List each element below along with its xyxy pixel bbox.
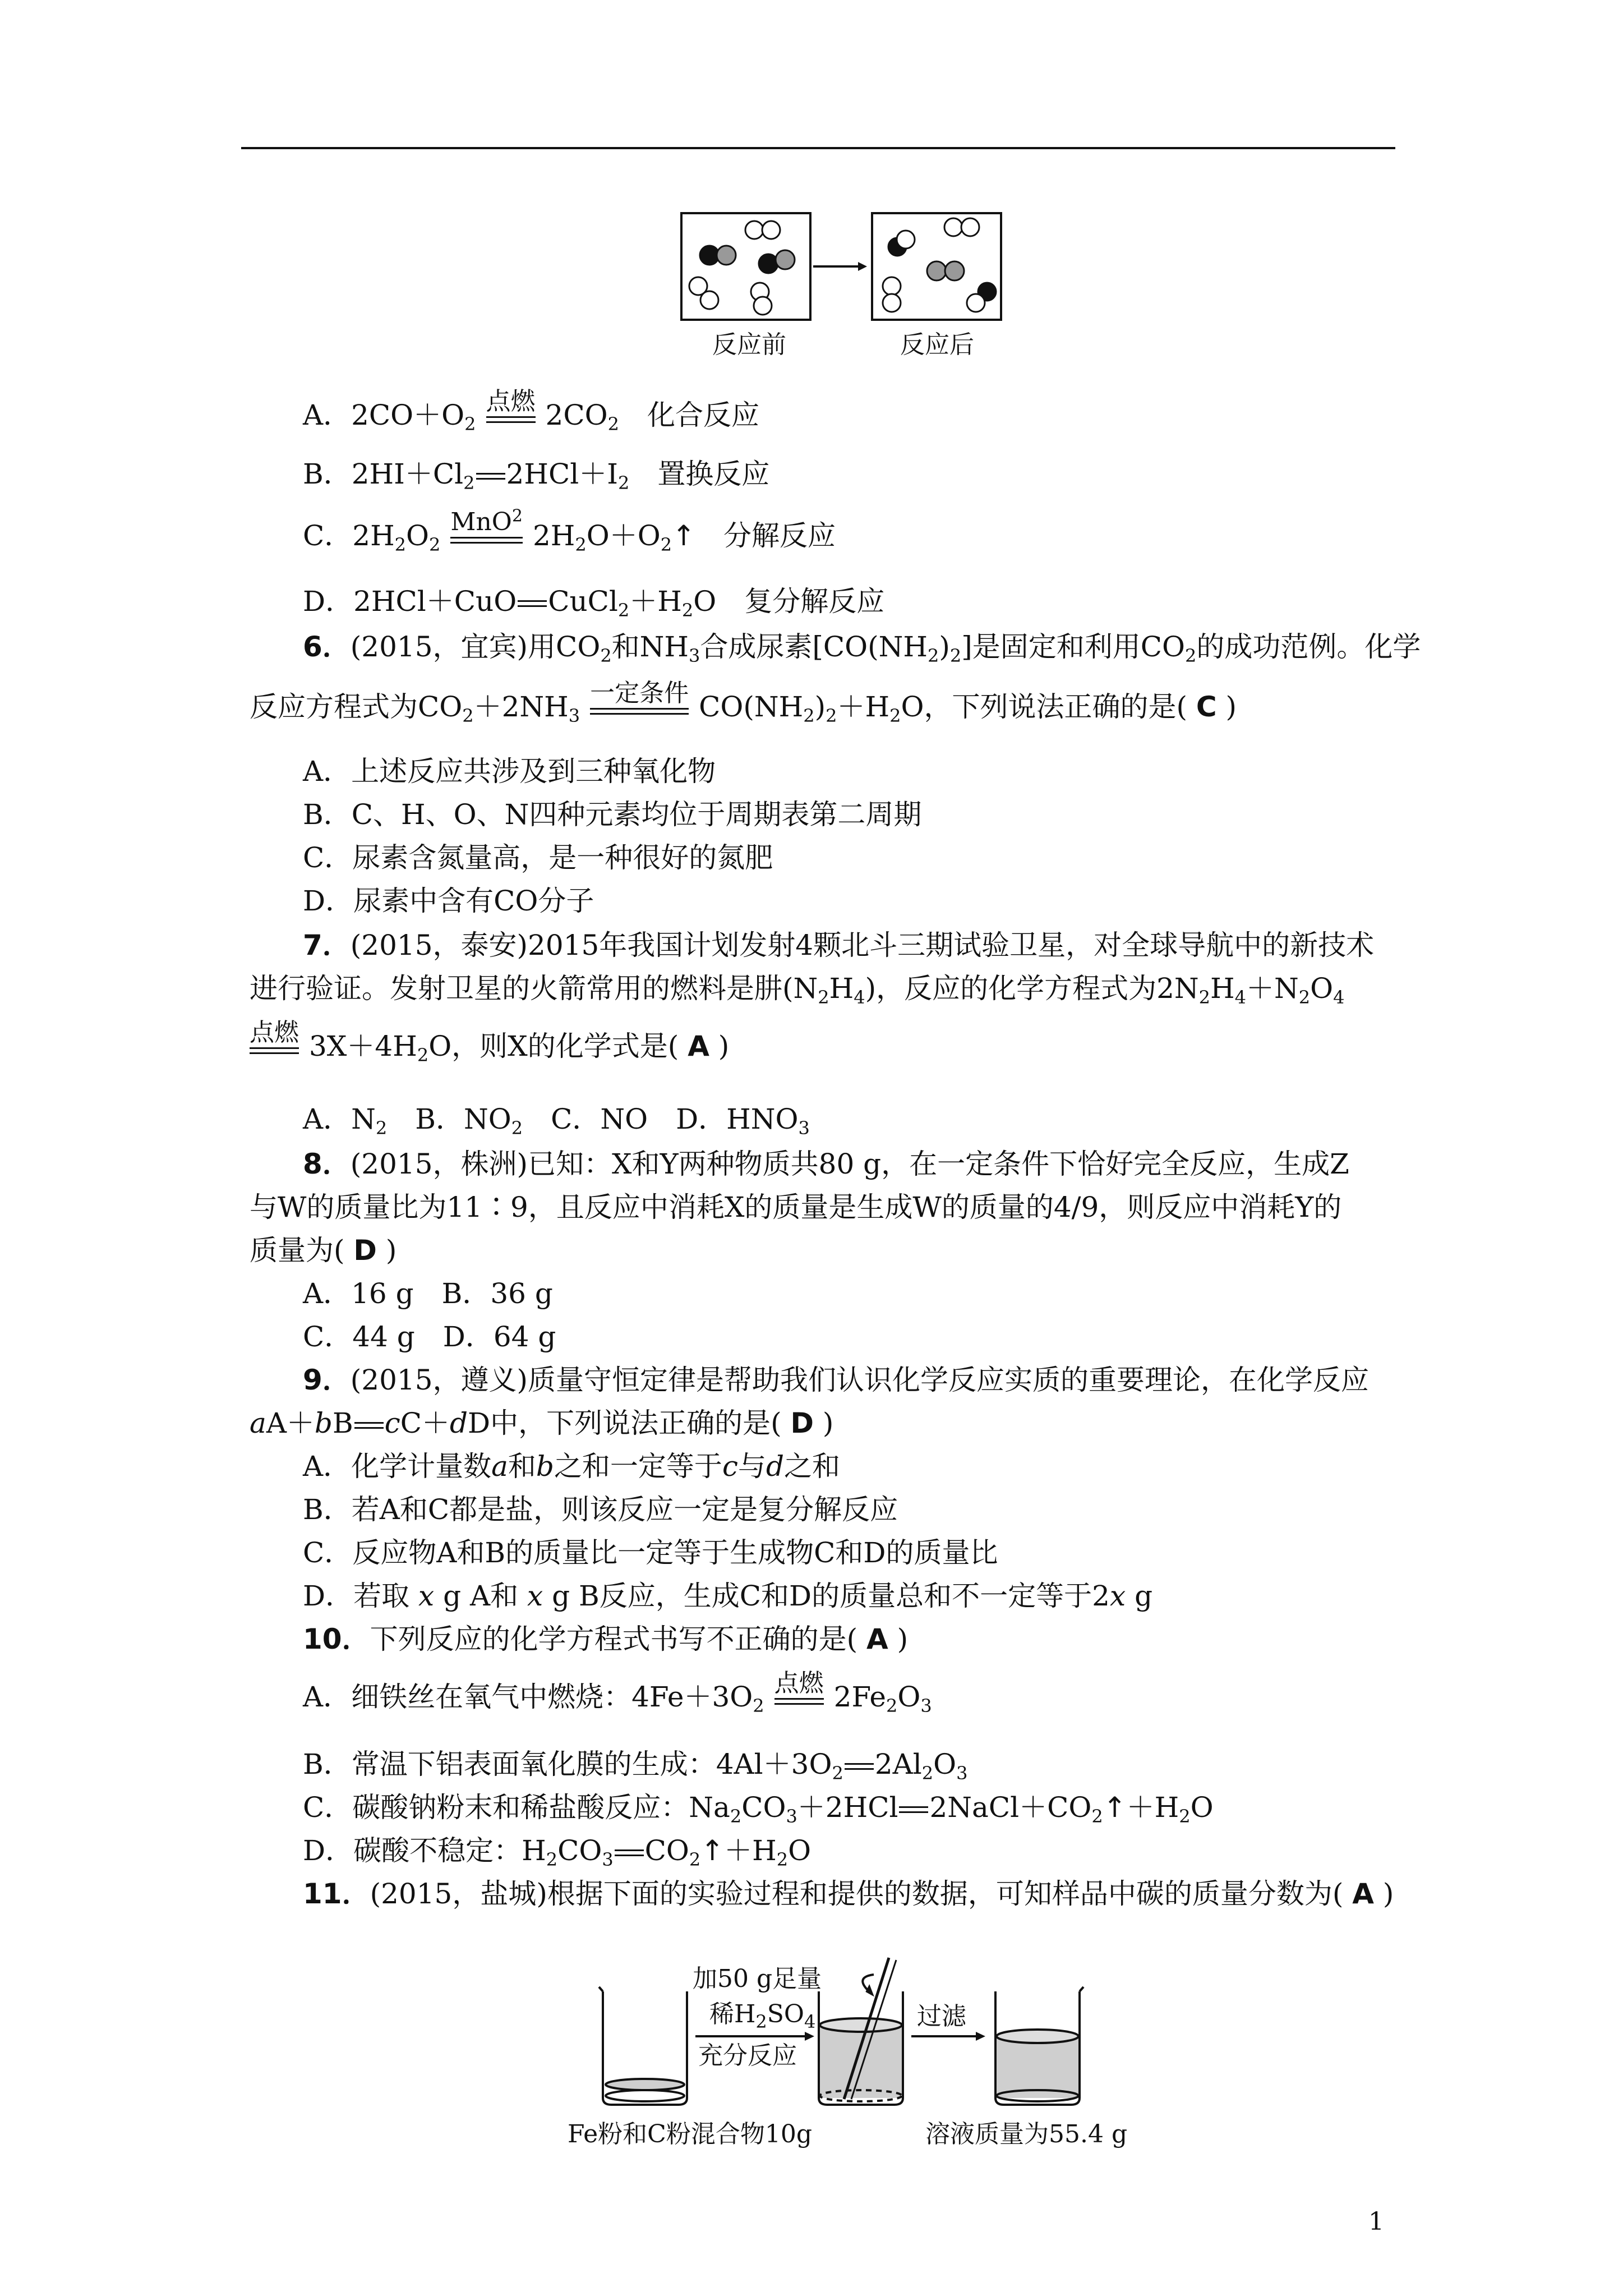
q11-stem: 11．(2015，盐城)根据下面的实验过程和提供的数据，可知样品中碳的质量分数为( A ) xyxy=(303,1878,1394,1910)
q10-stem: 10．下列反应的化学方程式书写不正确的是( A ) xyxy=(303,1623,909,1655)
q9-stem-line2: aA＋bB cC＋dD中，下列说法正确的是( D ) xyxy=(250,1407,834,1439)
header-rule xyxy=(241,147,1395,149)
beaker-middle xyxy=(819,1958,903,2105)
q5-option-b: B．$2HI+Cl_2$ $2HCl+I_2$ 置换反应 xyxy=(303,458,770,494)
before-label: 反应前 xyxy=(712,330,786,359)
q9-option-a: A．化学计量数a和b之和一定等于c与d之和 xyxy=(303,1450,840,1483)
q9-option-d: D．若取 x g A和 x g B反应，生成C和D的质量总和不一定等于2x g xyxy=(303,1580,1153,1612)
step1-label-bottom: 充分反应 xyxy=(698,2041,797,2070)
q7-answer: A xyxy=(688,1030,709,1062)
q10-option-a: A．细铁丝在氧气中燃烧：$4Fe+3O_2$ 点燃 $2Fe_2O_3$ xyxy=(303,1669,932,1717)
q8-stem-line1: 8．(2015，株洲)已知：X和Y两种物质共80 g，在一定条件下恰好完全反应，生成Z xyxy=(303,1148,1349,1180)
q7-stem-line1: 7．(2015，泰安)2015年我国计划发射4颗北斗三期试验卫星，对全球导航中的新技术 xyxy=(303,929,1375,961)
page-number: 1 xyxy=(1368,2207,1384,2236)
q6-option-b: B．C、H、O、N四种元素均位于周期表第二周期 xyxy=(303,798,922,831)
step1-label-top: 加50 g足量 xyxy=(693,1964,822,1993)
q9-option-b: B．若A和C都是盐，则该反应一定是复分解反应 xyxy=(303,1493,898,1526)
q7-stem-line2: 进行验证。发射卫星的火箭常用的燃料是肼$(N_2H_4)$，反应的化学方程式为$2N_2H_4+N_2O_4$ xyxy=(250,972,1345,1008)
q6-option-a: A．上述反应共涉及到三种氧化物 xyxy=(303,755,716,788)
q9-answer: D xyxy=(790,1407,814,1439)
q10-answer: A xyxy=(866,1623,888,1655)
q8-options-1: A．16 g B．36 g xyxy=(303,1277,553,1310)
q6-option-c: C．尿素含氮量高，是一种很好的氮肥 xyxy=(303,841,773,874)
q6-option-d: D．尿素中含有CO分子 xyxy=(303,885,594,917)
q9-stem-line1: 9．(2015，遵义)质量守恒定律是帮助我们认识化学反应实质的重要理论，在化学反应 xyxy=(303,1364,1370,1396)
step1-label-mid: 稀$H_2SO_4$ xyxy=(709,2000,816,2032)
experiment-process-diagram xyxy=(589,1952,1127,2115)
q8-stem-line3: 质量为( D ) xyxy=(250,1234,397,1267)
q6-stem-line1: 6．(2015，宜宾)用$CO_2$和$NH_3$合成尿素$[CO(NH_2)_2]$是固定和利用$CO_2$的成功范例。化学 xyxy=(303,631,1421,666)
q7-stem-line3: 点燃 $3X+4H_2O$，则X的化学式是( A ) xyxy=(250,1018,730,1066)
q10-option-c: C．碳酸钠粉末和稀盐酸反应：$Na_2CO_3+2HCl$ $2NaCl+CO_2↑+H_2O$ xyxy=(303,1791,1214,1827)
q8-stem-line2: 与W的质量比为11∶9，且反应中消耗X的质量是生成W的质量的4/9，则反应中消耗Y的 xyxy=(250,1191,1342,1223)
q9-option-c: C．反应物A和B的质量比一定等于生成物C和D的质量比 xyxy=(303,1536,998,1569)
after-label: 反应后 xyxy=(900,330,974,359)
q6-answer: C xyxy=(1196,691,1217,723)
q5-option-c: C．$2H_2O_2$ MnO$^2$ $2H_2O+O_2↑$ 分解反应 xyxy=(303,506,836,555)
q8-answer: D xyxy=(353,1234,377,1267)
q6-stem-line2: 反应方程式为$CO_2+2NH_3$ 一定条件 $CO(NH_2)_2+H_2O$，下列说法正确的是( C ) xyxy=(250,679,1237,726)
right-beaker-caption: 溶液质量为55.4 g xyxy=(925,2120,1128,2148)
q8-options-2: C．44 g D．64 g xyxy=(303,1320,556,1353)
step2-label: 过滤 xyxy=(917,2002,966,2031)
beaker-right xyxy=(995,1987,1083,2105)
left-beaker-caption: Fe粉和C粉混合物10g xyxy=(568,2120,812,2148)
q10-option-d: D．碳酸不稳定：$H_2CO_3$ $CO_2↑+H_2O$ xyxy=(303,1834,811,1870)
reaction-particle-diagram xyxy=(679,210,1026,323)
q11-answer: A xyxy=(1352,1878,1374,1910)
q7-options: A．$N_2$ B．$NO_2$ C．NO D．$HNO_3$ xyxy=(303,1103,810,1139)
q10-option-b: B．常温下铝表面氧化膜的生成：$4Al+3O_2$ $2Al_2O_3$ xyxy=(303,1748,968,1784)
beaker-left xyxy=(599,1987,687,2105)
q5-option-a: A．$2CO+O_2$ 点燃 $2CO_2$ 化合反应 xyxy=(303,387,759,435)
q5-option-d: D．2HCl＋CuO $CuCl_2+H_2O$ 复分解反应 xyxy=(303,585,885,621)
